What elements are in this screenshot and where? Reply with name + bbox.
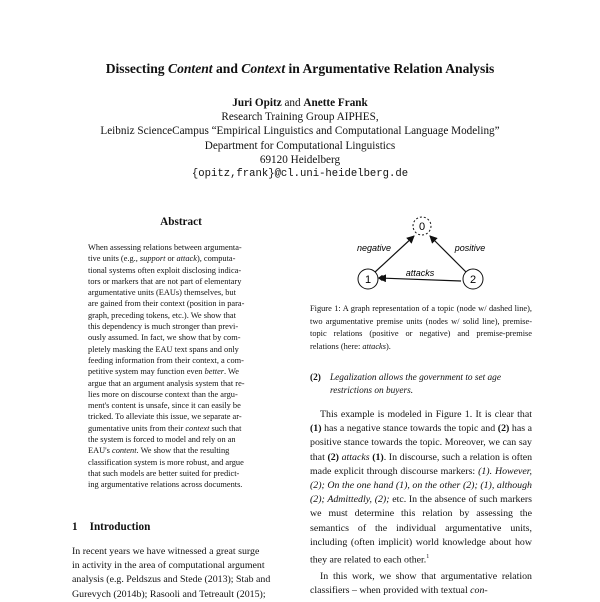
example-text: Legalization allows the government to set age restrictions on buyers.: [330, 373, 501, 396]
abstract-line: tors or markers that are not part of elementary: [88, 276, 242, 286]
abstract-line: classification system is more robust, and argue: [88, 457, 244, 467]
abstract-line: this dependency is much stronger than previ-: [88, 322, 239, 332]
abstract-line: argue that an argument analysis system that re-: [88, 378, 245, 388]
introduction-text: [72, 545, 292, 602]
premise-node-1-label: 1: [364, 274, 372, 286]
introduction-line: Gurevych (2014b); Rasooli and Tetreault (2015);: [72, 588, 266, 600]
abstract-line: petitive system may function even better. We: [88, 367, 239, 377]
affiliation-1: Research Training Group AIPHES,: [221, 111, 379, 124]
abstract-line: gumentative units from their context such that: [88, 423, 242, 433]
abstract-heading: Abstract: [160, 216, 202, 228]
introduction-line: In recent years we have witnessed a great surge: [72, 546, 260, 557]
figure-1-caption: Figure 1: A graph representation of a topic (node w/ dashed line), two argumentative premise units (nodes w/ solid line), premise-topic relations (positive or negative) and premise-premise relations (here: attacks).: [310, 304, 532, 351]
abstract-line: ing argumentative relations across documents.: [88, 480, 243, 490]
attacks-diamond: [378, 275, 386, 281]
abstract-line: ment's content is unsafe, since it can easily be: [88, 401, 241, 411]
abstract-line: graph, preceding tokens, etc.). We show that: [88, 310, 236, 320]
introduction-line: in activity in the area of computational argument: [72, 560, 265, 572]
abstract-line: tional systems often exploit disclosing indica-: [88, 265, 242, 275]
paragraph-figure-explanation: This example is modeled in Figure 1. It is clear that (1) has a negative stance towards the topic and (2) has a positive stance towards the topic. Moreover, we can say that (2) attacks (1). In discourse, such a relation is often made explicit through discourse markers: (1). However, (2); On the one hand (1), on the other (2); (1), although (2); Admittedly, (2); etc. In the absence of such markers we must determine this relation by assessing the semantics of the individual argumentative units, including (often implicit) world knowledge about how they are related to each other.$^1$: [310, 409, 533, 566]
example-2: [310, 372, 532, 398]
abstract-line: When assessing relations between argumenta-: [88, 243, 242, 252]
abstract-line: the system is forced to model and rely on an: [88, 435, 236, 445]
abstract-line: tive units (e.g., support or attack), computa-: [88, 254, 236, 264]
right-column-text: [310, 408, 532, 598]
abstract-line: feeding information from their context, a com-: [88, 355, 244, 365]
edge-negative-label: negative: [356, 243, 392, 253]
edge-positive-label: positive: [454, 243, 486, 253]
abstract-line: pletely masking the EAU text spans and only: [88, 344, 239, 354]
abstract-line: lies more on discourse context than the argu-: [88, 389, 238, 399]
edge-attacks-label: attacks: [405, 268, 435, 278]
affiliation-3: Department for Computational Linguistics: [204, 139, 396, 152]
edge-positive: [430, 236, 467, 273]
abstract-body: [88, 242, 278, 491]
section-heading-introduction: 1 Introduction: [72, 521, 151, 533]
author-block: [0, 96, 600, 181]
topic-node-label: 0: [418, 221, 426, 233]
abstract-line: ously assumed. In fact, we show that by com-: [88, 333, 241, 343]
paragraph-this-work: In this work, we show that argumentative relation classifiers – when provided with textual con-: [310, 570, 532, 596]
introduction-line: analysis (e.g. Peldszus and Stede (2013); Stab and: [72, 574, 271, 586]
figure-1-graph: [330, 212, 540, 302]
abstract-line: EAU's content. We show that the resulting: [88, 446, 230, 456]
premise-node-2-label: 2: [469, 274, 477, 286]
author-names: Juri Opitz and Anette Frank: [232, 97, 368, 109]
paper-title: Dissecting Content and Context in Argumentative Relation Analysis: [105, 61, 495, 76]
abstract-line: argumentative units (EAUs) themselves, but: [88, 288, 236, 298]
author-email[interactable]: {opitz,frank}@cl.uni-heidelberg.de: [191, 168, 409, 181]
abstract-line: tricked. To alleviate this issue, we separate ar-: [88, 412, 242, 422]
abstract-line: are gained from their context (position in para-: [88, 299, 245, 309]
edge-attacks: [379, 278, 461, 281]
affiliation-2: Leibniz ScienceCampus “Empirical Linguistics and Computational Language Modeling”: [100, 125, 500, 138]
abstract-line: that such models are better suited for predict-: [88, 468, 240, 478]
affiliation-4: 69120 Heidelberg: [259, 153, 341, 166]
example-label: (2): [310, 373, 321, 383]
footnote-marker[interactable]: 1: [426, 554, 430, 561]
